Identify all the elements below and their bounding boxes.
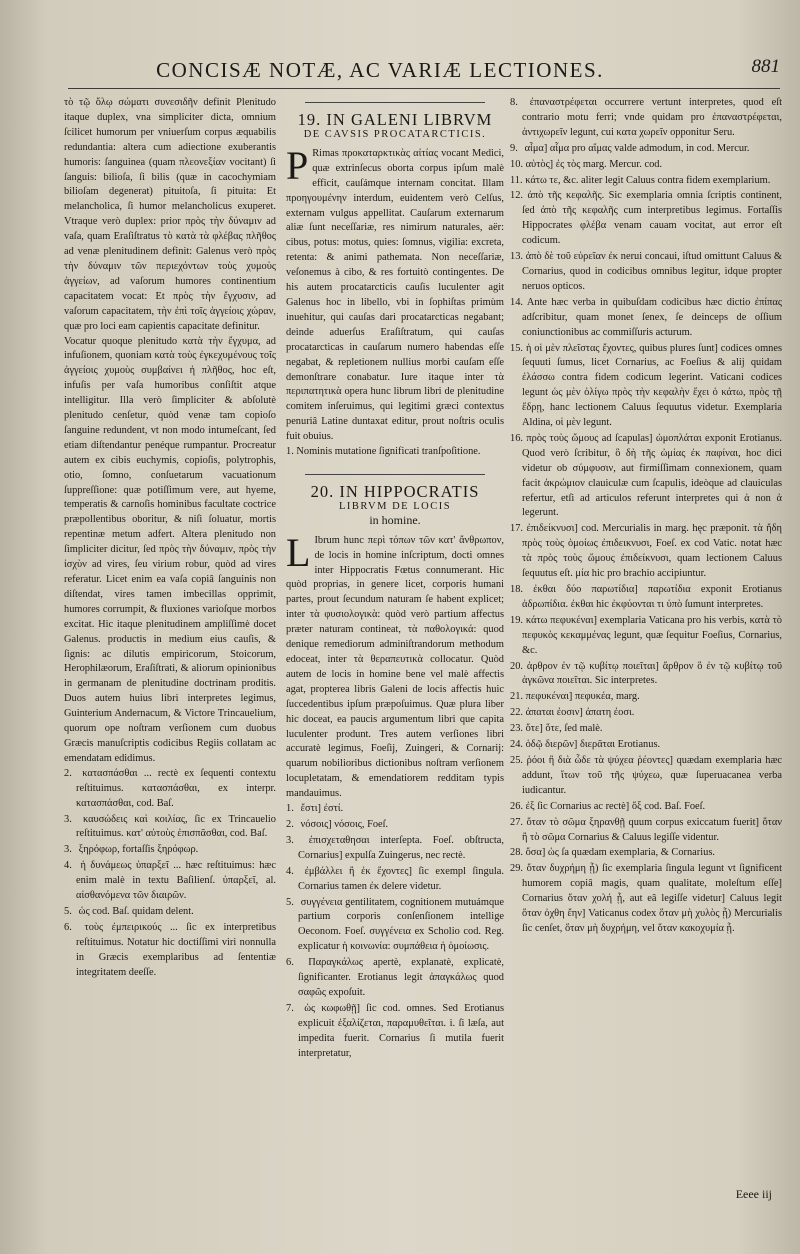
paragraph: Rimas προκαταρκτικὰς αἰτίας vocant Medici, quæ extrinſecus oborta corpus ipſum malè efficit, cauſámque internam concitat. Illam προηγουμένην interdum, euidentem verò Celſus, externam vulgus appellitat. Cauſarum externarum aliæ ſunt neceſſariæ, res nimirum naturales, aër: cibus, potus: motus, quies: ſomnus, vigilia: excreta, retenta: & animi pathemata. Non neceſſariæ, veſonemus à cibo, & res fortuitò contingentes. De his autem procatarcticis cauſis luculenter agit Galenus hoc in libello, vbi in ſophiſtas primùm inuehitur, qui cauſas dari procatarcticas negabant; deinde aduerſus Eraſiſtratum, qui cauſas procatarcticas in cauſarum numero habendas eſſe negabat, & repletionem nullius morbi cauſam eſſe demonſtrare conabatur. Iure itaque inter τὰ περιπατητικὰ opera hunc librum libri de plenitudine comitem inſeruimus, qui legitimi græci contextus penuriâ Latine duntaxat editur, prout noſtris oculis fuit obuius. xyxy=(286,147,504,443)
note-text: ὅταν δυχρήμη ᾗ) ſic exemplaria ſingula legunt vt ſignificent humorem copiâ magis, quam qualitate, moleſtum eſſe] Cornarius ὅταν χολή ᾗ, aut eâ legiſſe videtur] Caluus legit ὅταν ὀχθη ἔην] Vaticanus codex ὅταν μὴ χυλὸς ᾗ) Mercurialis ſic cenſet, ὅταν μὴ δυχρήμη, vel ὅταν κακοχυμία ᾗ. xyxy=(522,863,782,934)
note-text: ἐξ ſic Cornarius ac rectè] ὄξ cod. Baſ. Foeſ. xyxy=(525,800,706,812)
note-text: τοὺς ἐμπειρικούς ... ſic ex interpretibus reſtituimus. Notatur hic doctiſſimi viri nonnulla in Græcis exemplaribus ad ſententiæ integritatem deeſſe. xyxy=(76,921,276,978)
note-item xyxy=(286,896,504,956)
note-text: ὅτε] ὅτε, ſed malè. xyxy=(525,723,603,735)
note-number: 2. xyxy=(64,767,72,779)
note-text: αὐτὸς] ἐς τὸς marg. Mercur. cod. xyxy=(525,158,663,170)
section-rule xyxy=(305,474,485,475)
note-text: κατασπάσθαι ... rectè ex ſequenti contextu reſtituimus. κατασπάσθαι, ex interpr. κατασπάσθαι, cod. Baſ. xyxy=(76,767,276,809)
section-subtitle: in homine. xyxy=(369,512,421,527)
column-right xyxy=(510,96,782,938)
note-number: 1. xyxy=(286,803,294,815)
notes-list xyxy=(64,767,276,981)
note-item xyxy=(64,859,276,904)
section-title: 20. IN HIPPOCRATIS xyxy=(310,481,480,501)
note-text: ὡς cod. Baſ. quidam delent. xyxy=(78,905,194,917)
note-text: αἷμα] αἷμα pro αἵμας valde admodum, in cod. Mercur. xyxy=(524,142,750,154)
note-text: πεφυκέναι] πεφυκέα, marg. xyxy=(525,691,640,703)
note-number: 28. xyxy=(510,847,523,859)
note-item xyxy=(510,800,782,815)
note-number: 21. xyxy=(510,691,523,703)
note-text: ἀπαται ἐοσιν] ἀπατη ἐοσι. xyxy=(525,707,635,719)
note-item xyxy=(510,816,782,846)
column-left xyxy=(64,96,276,981)
section-subtitle: LIBRVM DE LOCIS xyxy=(338,500,452,512)
note-number: 9. xyxy=(510,142,518,154)
note-item xyxy=(510,738,782,753)
note-item xyxy=(510,846,782,861)
note-item xyxy=(510,660,782,690)
note-number: 17. xyxy=(510,523,523,535)
note-number: 6. xyxy=(286,957,294,969)
note-text: πρὸς τοὺς ὤμους ad ſcapulas] ὠμοπλάται exponit Erotianus. Quod verò ſcribitur, ὃ δὴ τῆς ὠμίας ἐκ παφίναι, hoc dici videtur ob σύμφυσιν, aut firmiſſimam connexionem, quam facit ἀκρώμιον clauiculæ cum ſcapulis, ideòque ad clauiculas refertur, etſi ad articulos referunt interpretes qui ἀ non ἀ legerunt. xyxy=(522,432,782,519)
note-text: ἐπισχεταθησαι interſepta. Foeſ. obſtructa, Cornarius] expulſa Zuingerus, nec rectè. xyxy=(298,834,504,861)
note-number: 6. xyxy=(64,921,72,933)
note-item xyxy=(64,767,276,812)
note-item xyxy=(286,834,504,864)
note-text: Παραγκάλως apertè, explanatè, explicatè, ſignificanter. Erotianus legit ἀπαγκάλως quod σαφῶς expoſuit. xyxy=(298,957,504,998)
note-number: 2. xyxy=(286,818,294,830)
note-number: 11. xyxy=(510,174,523,186)
note-text: κάτω τε, &c. aliter legit Caluus contra fidem exemplarium. xyxy=(525,174,771,186)
note-number: 12. xyxy=(510,190,523,202)
running-head: CONCISÆ NOTÆ, AC VARIÆ LECTIONES. xyxy=(156,58,604,82)
note-number: 18. xyxy=(510,584,523,595)
drop-cap: L xyxy=(286,529,311,575)
note-item xyxy=(510,583,782,613)
note-item xyxy=(510,342,782,431)
note-item xyxy=(510,142,782,157)
note-text: ὅσα] ὡς ſa quædam exemplaria, & Cornarius. xyxy=(525,847,715,859)
note-item xyxy=(510,189,782,249)
section-rule xyxy=(305,102,485,103)
note-item xyxy=(510,690,782,705)
note-text: ἐκθαι δύο παρωτίδια] παρωτίδια exponit Erotianus ἀδρωπίδια. ἐκθαι hic ἐκφύονται τι ὑπὸ ſumunt interpretes. xyxy=(522,584,782,610)
note-item xyxy=(510,96,782,141)
note-text: κάτω πεφυκέναι] exemplaria Vaticana pro his verbis, κατὰ τὸ πεφυκὸς κεκαμμένας legunt, quæ ſequitur Foeſius, Cornarius, &c. xyxy=(522,614,782,656)
note-number: 23. xyxy=(510,723,523,735)
note-item xyxy=(64,843,276,858)
note-text: καυσώδεις καὶ κοιλίας, ſic ex Trincauelio reſtituimus. κατ' αὐτοὺς ἐπισπᾶσθαι, cod. Baſ. xyxy=(76,813,276,840)
paragraph: Vocatur quoque plenitudo κατὰ τὴν ἔγχυμα, ad infuſionem, quoniam κατὰ τοὺς ἐγκεχυμένους τοῖς ἀγγείοις χυμοὺς συμβαίνει ἡ πλῆθος, hoc eſt, infuſis per vaſa humoribus conſiſtit atque intelligitur. Illa verò ſimpliciter & abſolutè plenitudo cenſetur, quòd venæ tam copioſo ſanguine redundent, vt non modo intumeſcant, ſed etiam diſtendantur penéque rumpantur. Procreatur autem ex cibis euchymis, copioſis, polytrophis, otio, ſomno, conſuetarum vacuationum ſuppreſſione: quæ potiſſimum vere, aut hyeme, temperatis & carnoſis hominibus facultate coctrice præpollentibus oboritur, & niſi ſoluatur, mortis repentinæ metum adfert. Altera plenitudo non ſimpliciter dicitur, ſed πρὸς τὴν δύναμιν, πρὸς τὴν ἰσχὺν ad vires, ſeu virium robur, quòd ad vires referatur. Licet enim ea vaſa copiâ ſanguinis non diſtendat, vires tamen imbecillas opprimit, humores corrumpit, & fluxiones varioſque morbos excitat. Hic itaque plenitudinem ampliſſimè docet Galenus. productis in medium eius cauſis, & ſignis: ac dilutis empiricorum, Stoicorum, Herophilæorum, Eraſiſtrati, & aliorum opinionibus in germanam de plenitudine doctrinam proditis. Duos autem huius libri interpretes legimus, Guinterium Andernacum, & Victore Trincauelium, quorum ope noſtram verſionem cum duobus Græcis manuſcriptis codicibus Regiis collatam ac emendatam edidimus. xyxy=(64,335,276,764)
note-number: 24. xyxy=(510,739,523,751)
page-header xyxy=(140,52,780,88)
note-number: 8. xyxy=(510,97,518,108)
note-text: ὅταν τὸ σῶμα ξηρανθῇ quum corpus exiccatum fuerit] ὅταν ἢ τὸ σῶμα Cornarius & Caluus legiſſe videntur. xyxy=(522,816,782,843)
header-rule xyxy=(68,88,780,89)
note-item xyxy=(286,865,504,895)
note-number: 4. xyxy=(286,865,294,877)
notes-list xyxy=(286,802,504,1061)
section-subtitle: DE CAVSIS PROCATARCTICIS. xyxy=(303,128,487,140)
note-item xyxy=(286,802,504,817)
note-item xyxy=(64,921,276,981)
note-number: 19. xyxy=(510,614,523,626)
note-item xyxy=(510,722,782,737)
note-number: 29. xyxy=(510,863,523,875)
note-item xyxy=(510,250,782,295)
note-number: 5. xyxy=(286,896,294,908)
note-item xyxy=(510,296,782,341)
note-item xyxy=(510,614,782,659)
note-text: ξηρόφωρ, fortaſſis ξηρόφωρ. xyxy=(78,844,199,856)
note-item xyxy=(510,522,782,582)
note-text: νόσοις] νόσοις, Foeſ. xyxy=(300,818,389,830)
note-number: 3. xyxy=(286,834,294,846)
note-number: 3. xyxy=(64,813,72,825)
paragraph: τὸ τῷ ὅλῳ σώματι συνεσιδῆν definit Plenitudo itaque duplex, vna simpliciter dicta, omnium ſcilicet humorum per vniuerſum corpus æquabilis redundantia: altera cum adiectione exuberantis humoris: ſanguinea (quam πλεονεξίαν vocitant) ſi ſanguis: bilioſa, ſi bilis (quæ in cacochymiam bilioſam degenerat) pituitoſa, ſi pituita: Et melancholica, ſi humor melancholicus exuperet. Vtraque verò duplex: prior πρὸς τὴν δύναμιν ad vaſa, quam Eraſiſtratus τὸ κατὰ τὰ φλέβας πλῆθος ad venæ plenitudinem definit: Galenus verò πρὸς τὴν δύναμιν τῶν περιεχόντων τοὺς χυμοὺς ἀγγείων, ad vaſorum humores continentium capacitatem vocat: Et πρὸς τὴν ἔγχυσιν, ad vaſorum capacitatem, τὴν ἐπὶ τοῖς ἀγγείοις χώραν, quæ pro loci eam capientis capacitate definitur. xyxy=(64,97,276,332)
note-number: 20. xyxy=(510,660,523,672)
note-item xyxy=(510,706,782,721)
note-number: 10. xyxy=(510,158,523,170)
note-text: ὁδῷ διερῶν] διερᾶται Erotianus. xyxy=(525,739,661,751)
signature-mark: Eeee iij xyxy=(735,1187,772,1201)
note-number: 16. xyxy=(510,432,523,444)
note-number: 22. xyxy=(510,707,523,719)
note-number: 7. xyxy=(286,1002,294,1014)
note-item xyxy=(510,754,782,799)
note-item xyxy=(64,813,276,843)
note-text: ἀπὸ δὲ τοῦ εὐρεῖαν ἐκ nerui concaui, iſtud omittunt Caluus & Cornarius, quod in codicibus omnibus legitur, idque propter neruos opticos. xyxy=(522,251,782,292)
note-number: 5. xyxy=(64,905,72,917)
note-item xyxy=(510,174,782,189)
note-text: ἐπαναστρέφεται occurrere vertunt interpretes, quod eſt contrario motu ferri; vnde quidam pro ἐπαναστρέφεται, ἀντιχωρεῖν legunt, cui κατα χωρεῖν opponitur Seru. xyxy=(522,97,782,138)
note-number: 14. xyxy=(510,296,523,308)
note-number: 27. xyxy=(510,816,523,828)
note-text: ἐπιδείκνυσι] cod. Mercurialis in marg. hęc præponit. τὰ ἤδη πρὸς τοὺς ὁμοίως ἐπιδεικνυσι, Foeſ. ex cod Vatic. notat hæc τὰ πρὸς τοὺς ὤμους ἐπιδείκνυσι, quam lectionem Caluus ſequutus eſt. μία hic pro brachio accipiuntur. xyxy=(522,523,782,580)
note-item xyxy=(510,862,782,937)
notes-list xyxy=(510,96,782,937)
note-number: 13. xyxy=(510,251,523,263)
page-number: 881 xyxy=(751,56,780,77)
note-item xyxy=(286,818,504,833)
note-number: 4. xyxy=(64,860,72,872)
drop-cap: P xyxy=(286,142,309,188)
note-text: ἀρθρον ἐν τῷ κυβίτῳ ποιεῖται] ἄρθρον ὃ ἐν τῷ κυβίτῳ τοῦ ἀγκῶνα ποιεῖται. Sic interpretes. xyxy=(522,660,782,687)
note-item xyxy=(286,1002,504,1062)
note-number: 25. xyxy=(510,754,523,766)
note-item xyxy=(510,158,782,173)
note-text: ἐμβάλλει ἢ ἐκ ἔχοντες] ſic exempl ſingula. Cornarius tamen ἐκ delere videtur. xyxy=(298,865,504,892)
note-number: 15. xyxy=(510,342,523,354)
section-note: 1. Nominis mutatione ſignificati tranſpoſitione. xyxy=(286,446,481,458)
column-middle xyxy=(286,96,504,1062)
note-item xyxy=(64,905,276,920)
section-title: 19. IN GALENI LIBRVM xyxy=(297,110,493,129)
note-item xyxy=(510,432,782,521)
note-text: ἡ οἱ μὲν πλεῖστας ἔχοντες, quibus plures ſunt] codices omnes ſequuti ſumus, licet Cornarius, ac Foeſius & alij quidam ἐλάσσω contra fidem codicum legerint. Vaticani codices legunt ὡς μὲν ὀλίγω πρὸς τὴν κεφαλὴν ἔχει ὁ κάτω, πρὸς τῇ ἔδρῃ, hanc lectionem Caluus ſequutus videtur. Exemplaria Aldina, οἱ μὲν legunt. xyxy=(522,342,782,429)
note-number: 3. xyxy=(64,844,72,856)
note-text: ἡ δυνάμεως ὑπαρξεῖ ... hæc reſtituimus: hæc enim malè in textu Baſilienſ. ὑπαρξεῖ, al. αἰσθανόμενα τῶν διαιρῶν. xyxy=(76,860,276,902)
note-item xyxy=(286,956,504,1001)
note-text: ἀπὸ τῆς κεφαλῆς. Sic exemplaria omnia ſcriptis continent, ſed ἀπὸ τῆς κεφαλῆς cum interpretibus legimus. Fortaſſis Hippocrates φλέβα venam cauam vocitat, aut error eſt codicum. xyxy=(522,190,782,247)
note-text: ὡς κωφωθῇ] ſic cod. omnes. Sed Erotianus explicuit ἐξαλίζεται, παραμυθεῖται. i. ſi læſa, aut impedita fuerit. Cornarius ſi mutila fuerit interpretatur, xyxy=(298,1002,504,1059)
note-number: 26. xyxy=(510,800,523,812)
note-text: συγγένεια gentilitatem, cognitionem mutuámque partium corporis conſenſionem intellige Oeconom. Foeſ. συγγένεια ex Scholio cod. Reg. explicatur ἡ κοινωνία: συμπάθεια ἡ ὁμοίωσις. xyxy=(298,896,504,953)
note-text: Ante hæc verba in quibuſdam codicibus hæc dictio ἐπίπας adſcribitur, quam monet ſenex, ſe deinceps de oſſium coniunctionibus ac commiſſuris acturum. xyxy=(522,296,782,338)
note-text: ἔστι] ἐστί. xyxy=(300,803,344,815)
note-text: ῥόοι ἢ διὰ ὧδε τὰ ψύχεα ῥέοντες] quædam exemplaria hæc addunt, ἴτων τοῦ τῆς ψύχεω, quæ ſuperuacanea verba iudicantur. xyxy=(522,754,782,796)
paragraph: Ibrum hunc περὶ τόπων τῶν κατ' ἄνθρωπον, de locis in homine inſcriptum, docti omnes inter Hippocratis Fœtus connumerant. Hic quòd proprias, in genere licet, corporis humani partes, prout ſecundum naturam ſe habent explicet; inter τὰ φυσιολογικὰ: quòd verò partium affectus præter naturam contineat, τὰ παθολογικά: quod denique remediorum adminiſtrandorum methodum edoceat, inter τὰ θεραπευτικὰ collocatur. Quòd autem de locis in homine bene vel malè affectis agat, propterea libris Galeni de locis affectis huic ſuccedentibus ipſum præpoſuimus. Quæ plura liber hic doceat, ea paucis argumentum libri que capita luculenter produnt. Tres autem verſiones libri accuratè legimus, Foeſij, Zuingeri, & Cornarij: quarum nobilioribus dictionibus noſtram verſionem locupletatam, & emendatiorem redditam typis mandauimus. xyxy=(286,534,504,800)
